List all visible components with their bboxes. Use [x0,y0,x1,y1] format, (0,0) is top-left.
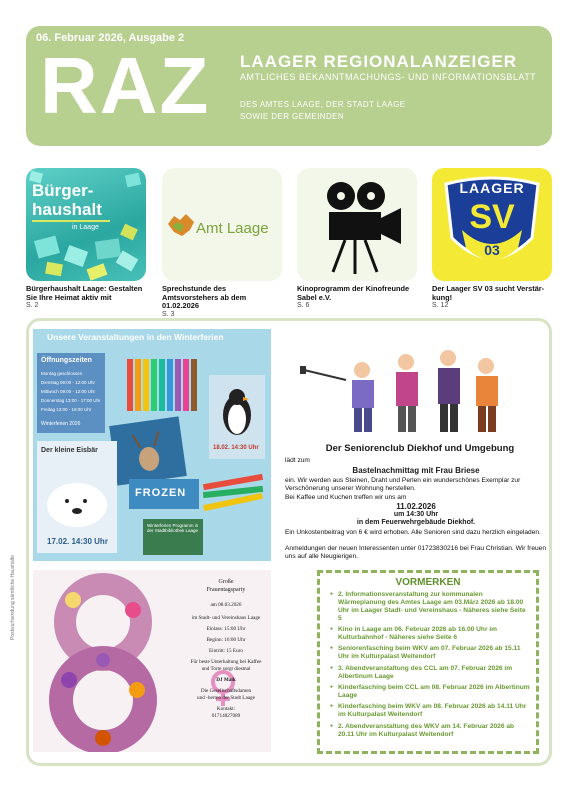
vormerken-title: VORMERKEN [395,577,461,588]
laager-sv-top-text: LAAGER [459,180,525,196]
senior-club-title: Der Seniorenclub Diekhof und Umgebung [325,443,515,454]
flyer-title-2: Frauentagsparty [206,587,246,594]
publisher-line-1: DES AMTES LAAGE, DER STADT LAAGE [240,100,406,109]
program-card [143,519,203,555]
flyer-info-1: Für beste Unterhaltung bei Kaffee [190,659,262,666]
senior-paragraph-3: Ein Unkostenbeitrag von 6 € wird erhoben. Alle Senioren sind dazu herzlich eingeladen. [285,529,541,536]
hours-row: Donnerstag 13:00 - 17:00 Uhr [41,398,101,403]
penguin-icon [209,381,265,441]
vormerken-box [317,570,539,754]
hours-row: Dienstag 09:00 - 12:00 Uhr [41,380,96,385]
ferien-label: Winterferien 2026 [41,421,81,427]
masthead [26,26,552,146]
newspaper-subtitle: AMTLICHES BEKANNTMACHUNGS- UND INFORMATIONSBLATT [240,72,537,82]
senior-paragraph-2: Bei Kaffee und Kuchen treffen wir uns am [285,494,407,501]
flyer-date: am 08.03.2026 [210,602,242,609]
program-text: Winterferien Programm in der Stadtbibliothek Laage [147,523,199,534]
reindeer-card [109,416,187,485]
amt-laage-text: Amt Laage [196,220,269,237]
underline-bar [32,220,110,222]
buergerhaushalt-image [26,168,146,281]
winter-title: Unsere Veranstaltungen in den Winterferien [47,332,224,342]
eisbaer-date: 17.02. 14:30 Uhr [47,537,108,546]
hours-row: Mittwoch 09:00 - 12:00 Uhr [41,389,96,394]
teaser-laager-sv[interactable] [432,168,552,309]
reindeer-icon [109,416,187,485]
teaser-amt-laage[interactable] [162,168,282,318]
buergerhaushalt-text-1: Bürger- [32,181,94,200]
issue-date: 06. Februar 2026, Ausgabe 2 [36,32,185,44]
flyer-beginn: Beginn: 16:00 Uhr [206,637,246,644]
list-item: ● 2. Informationsveranstaltung zur kommunalen Wärmeplanung des Amtes Laage am 03.März 2026 ab 18.00 Uhr im Laager Stadt- und Vereinshaus - Näheres siehe Seite 5 [330,591,530,623]
flyer-text-block [183,578,269,720]
list-item: ● Kinderfasching beim CCL am 08. Februar 2026 im Albertinum Laage [330,684,530,700]
frozen-title: FROZEN [135,487,187,499]
hours-row: Montag geschlossen [41,371,83,376]
teaser-caption: Sprechstunde des Amtsvorstehers ab dem 01.02.2026 [162,284,247,311]
kino-image [297,168,417,281]
teaser-caption: Der Laager SV 03 sucht Verstär-kung! [432,284,545,302]
postwurf-note: Postwurfsendung sämtliche Haushalte [10,554,16,640]
buergerhaushalt-text-2: haushalt [32,200,102,219]
bracelets-graphic [201,473,265,513]
flyer-contact: Kontakt: [216,706,236,713]
senior-date: 11.02.2026 [396,502,436,511]
flyer-phone: 01714827089 [211,713,241,720]
eisbaer-card [37,441,117,553]
teaser-kino[interactable] [297,168,417,309]
senior-event: Bastelnachmittag mit Frau Briese [352,466,480,475]
laager-sv-logo-image [432,168,552,281]
eisbaer-title: Der kleine Eisbär [41,447,98,454]
frozen-card [129,479,199,509]
teaser-buergerhaushalt[interactable] [26,168,146,309]
laager-sv-text: SV [469,198,515,236]
teaser-caption: Bürgerhaushalt Laage: Gestalten Sie Ihre Heimat aktiv mit [26,284,143,302]
amt-laage-emblem-icon [166,212,196,238]
list-item: ● Kino in Laage am 06. Februar 2026 ab 16.00 Uhr im Kulturbahnhof - Näheres siehe Seite 6 [330,626,530,642]
teaser-page: S. 12 [432,302,449,310]
senior-time: um 14:30 Uhr [393,511,439,518]
polar-bear-icon [37,463,117,533]
list-item: ● 2. Abendveranstaltung des WKV am 14. Februar 2026 ab 20.11 Uhr im Kulturpalast Weitendorf [330,723,530,739]
teaser-page: S. 6 [297,302,310,310]
penguin-date: 18.02. 14:30 Uhr [213,445,259,451]
senior-paragraph-1: ein. Wir werden aus Steinen, Draht und Perlen ein wunderschönes Exemplar zur Verschönerung unserer Wohnung herstellen. [285,477,521,493]
teaser-page: S. 3 [162,310,175,318]
newspaper-title: LAAGER REGIONALANZEIGER [240,52,518,71]
seniors-selfie-illustration [300,340,510,440]
publisher-line-2: SOWIE DER GEMEINDEN [240,112,345,121]
flyer-location: im Stadt- und Vereinshaus Laage [191,615,261,622]
hours-card [37,353,105,433]
flyer-org-1: Die Gesellschaftsdamen [200,688,252,695]
list-item: ● Kinderfasching beim WKV am 08. Februar 2026 ab 14.11 Uhr im Kulturpalast Weitendorf [330,703,530,719]
buergerhaushalt-text-3: in Laage [72,224,99,231]
senior-laedt: lädt zum [285,457,310,464]
list-item: ● 3. Abendveranstaltung des CCL am 07. Februar 2026 im Albertinum Laage [330,665,530,681]
film-camera-icon [297,168,417,281]
raz-logo: RAZ [40,41,211,130]
flyer-dj: DJ Maik [216,677,236,684]
hours-row: Freitag 13:00 - 16:00 Uhr [41,407,92,412]
teaser-caption: Kinoprogramm der Kinofreunde Sabel e.V. [297,284,410,302]
flyer-eintritt: Eintritt: 15 Euro [208,648,243,655]
senior-paragraph-4: Anmeldungen der neuen Interessenten unter 01723830216 bei Frau Christian. Wir freuen uns auf alle Neugierigen. [285,545,546,561]
flyer-org-2: und -herren der Stadt Laage [197,695,255,702]
laager-sv-number: 03 [484,242,500,258]
flyer-einlass: Einlass: 15:00 Uhr [206,626,246,633]
senior-place: in dem Feuerwehrgebäude Diekhof. [356,519,476,526]
hours-title: Öffnungszeiten [41,357,92,364]
amt-laage-logo-image [162,168,282,281]
teaser-page: S. 2 [26,302,39,310]
list-item: ● Seniorenfasching beim WKV am 07. Februar 2026 ab 15.11 Uhr im Kulturpalast Weitendorf [330,645,530,661]
flower-eight-graphic [33,570,173,752]
penguin-card [209,375,265,459]
colored-pencils-graphic [123,355,213,415]
winter-events-poster [33,329,271,561]
frauentag-flyer [33,570,271,752]
flyer-title-1: Große [218,579,234,585]
vormerken-list [320,588,536,739]
flyer-info-2: und Torte sorgt diesmal [201,666,251,673]
